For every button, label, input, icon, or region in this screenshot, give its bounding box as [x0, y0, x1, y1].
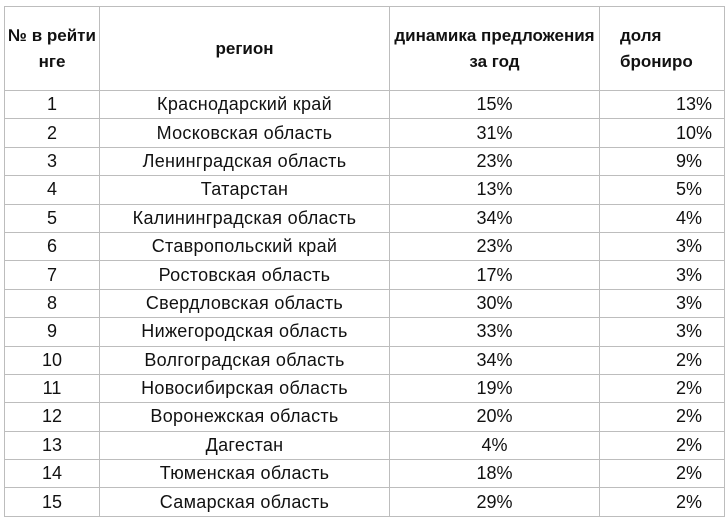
- dynamics-cell: 34%: [390, 346, 600, 374]
- table-row: [5, 176, 725, 204]
- ranking-table-container: [4, 6, 724, 517]
- share-cell: 2%: [600, 431, 725, 459]
- table-row: [5, 119, 725, 147]
- table-row: [5, 403, 725, 431]
- table-row: [5, 346, 725, 374]
- table-row: [5, 374, 725, 402]
- dynamics-cell: 15%: [390, 91, 600, 119]
- region-cell: Самарская область: [100, 488, 390, 516]
- rank-cell: 11: [5, 374, 100, 402]
- region-cell: Московская область: [100, 119, 390, 147]
- share-cell: 9%: [600, 147, 725, 175]
- rank-cell: 5: [5, 204, 100, 232]
- share-cell: 2%: [600, 346, 725, 374]
- header-rank: [5, 7, 100, 91]
- rank-cell: 6: [5, 232, 100, 260]
- region-cell: Новосибирская область: [100, 374, 390, 402]
- dynamics-cell: 13%: [390, 176, 600, 204]
- share-cell: 4%: [600, 204, 725, 232]
- share-cell: 2%: [600, 403, 725, 431]
- rank-cell: 10: [5, 346, 100, 374]
- region-cell: Ставропольский край: [100, 232, 390, 260]
- dynamics-cell: 31%: [390, 119, 600, 147]
- region-cell: Краснодарский край: [100, 91, 390, 119]
- share-cell: 2%: [600, 460, 725, 488]
- rank-cell: 1: [5, 91, 100, 119]
- rank-cell: 12: [5, 403, 100, 431]
- table-row: [5, 488, 725, 516]
- header-dynamics: [390, 7, 600, 91]
- table-row: [5, 318, 725, 346]
- table-row: [5, 460, 725, 488]
- dynamics-cell: 4%: [390, 431, 600, 459]
- dynamics-cell: 23%: [390, 147, 600, 175]
- dynamics-cell: 30%: [390, 289, 600, 317]
- rank-cell: 4: [5, 176, 100, 204]
- dynamics-cell: 20%: [390, 403, 600, 431]
- rank-cell: 9: [5, 318, 100, 346]
- rank-cell: 2: [5, 119, 100, 147]
- dynamics-cell: 17%: [390, 261, 600, 289]
- table-row: [5, 261, 725, 289]
- dynamics-cell: 34%: [390, 204, 600, 232]
- ranking-table: [4, 6, 725, 517]
- share-cell: 3%: [600, 318, 725, 346]
- header-region: [100, 7, 390, 91]
- table-row: [5, 204, 725, 232]
- dynamics-cell: 33%: [390, 318, 600, 346]
- region-cell: Нижегородская область: [100, 318, 390, 346]
- share-cell: 5%: [600, 176, 725, 204]
- region-cell: Свердловская область: [100, 289, 390, 317]
- share-cell: 3%: [600, 289, 725, 317]
- dynamics-cell: 23%: [390, 232, 600, 260]
- header-dynamics-label: динамика предложения за год: [394, 25, 595, 71]
- rank-cell: 3: [5, 147, 100, 175]
- region-cell: Ростовская область: [100, 261, 390, 289]
- share-cell: 3%: [600, 261, 725, 289]
- header-region-label: регион: [215, 38, 274, 58]
- region-cell: Татарстан: [100, 176, 390, 204]
- header-share-label: доля брониро: [620, 25, 693, 71]
- rank-cell: 15: [5, 488, 100, 516]
- share-cell: 10%: [600, 119, 725, 147]
- table-header-row: [5, 7, 725, 91]
- header-share: [600, 7, 725, 91]
- dynamics-cell: 19%: [390, 374, 600, 402]
- rank-cell: 14: [5, 460, 100, 488]
- table-row: [5, 289, 725, 317]
- region-cell: Тюменская область: [100, 460, 390, 488]
- share-cell: 2%: [600, 488, 725, 516]
- region-cell: Калининградская область: [100, 204, 390, 232]
- rank-cell: 8: [5, 289, 100, 317]
- table-row: [5, 91, 725, 119]
- table-row: [5, 232, 725, 260]
- region-cell: Волгоградская область: [100, 346, 390, 374]
- rank-cell: 13: [5, 431, 100, 459]
- header-rank-label: № в рейти нге: [8, 25, 96, 71]
- region-cell: Ленинградская область: [100, 147, 390, 175]
- share-cell: 13%: [600, 91, 725, 119]
- dynamics-cell: 29%: [390, 488, 600, 516]
- share-cell: 3%: [600, 232, 725, 260]
- region-cell: Воронежская область: [100, 403, 390, 431]
- region-cell: Дагестан: [100, 431, 390, 459]
- table-row: [5, 147, 725, 175]
- table-row: [5, 431, 725, 459]
- rank-cell: 7: [5, 261, 100, 289]
- share-cell: 2%: [600, 374, 725, 402]
- dynamics-cell: 18%: [390, 460, 600, 488]
